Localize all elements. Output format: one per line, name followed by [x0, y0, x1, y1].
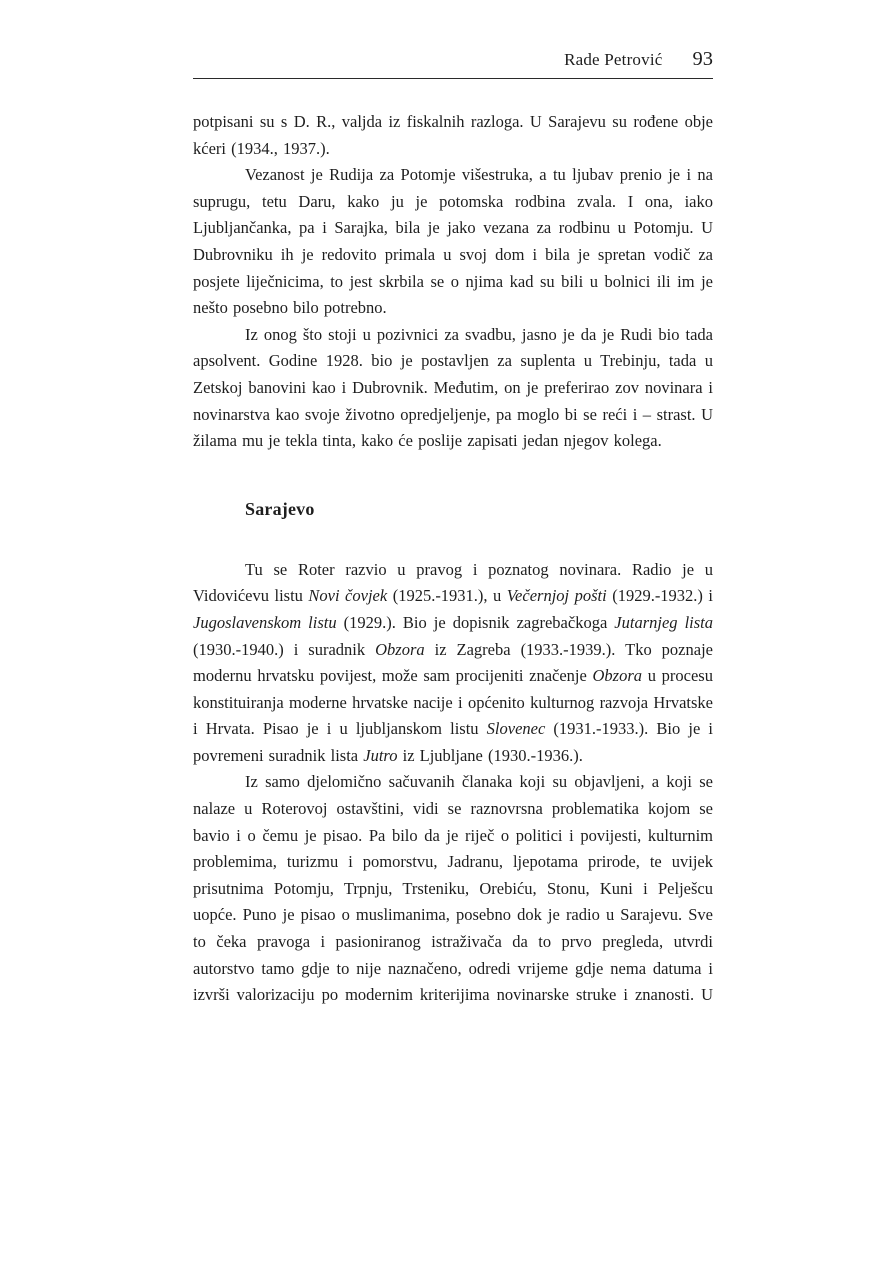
section-heading: Sarajevo	[245, 498, 315, 519]
paragraph	[193, 322, 713, 455]
page-body	[193, 79, 713, 1009]
text-run: Tu se Roter razvio u pravog i poznatog novinara. Radio je u Vidovićevu listu	[193, 559, 713, 606]
paragraph	[193, 557, 713, 770]
text-run: (1931.-1933.). Bio je i povremeni suradnik lista	[193, 719, 713, 765]
text-run: (1925.-1931.), u	[387, 586, 507, 606]
text-run: (1930.-1940.) i suradnik	[193, 639, 376, 659]
content-block	[193, 48, 713, 1009]
page-number: 93	[692, 48, 713, 70]
italic-text-run: Večernjoj pošti	[506, 586, 607, 606]
text-run: iz Ljubljane (1930.-1936.).	[397, 745, 583, 765]
text-run: Iz onog što stoji u pozivnici za svadbu, jasno je da je Rudi bio tada apsolvent. Godine 1928. bio je postavljen za suplenta u Trebinju, tada u Zetskoj banovini kao i Dubrovnik. Međutim, on je preferirao zov novinara i novinarstva kao svoje životno opredjeljenje, pa moglo bi se reći i – strast. U žilama mu je tekla tinta, kako će poslije zapisati jedan njegov kolega.	[193, 324, 713, 451]
text-run: (1929.). Bio je dopisnik zagrebačkoga	[336, 612, 615, 632]
running-header-author: Rade Petrović	[564, 50, 663, 69]
running-header	[193, 48, 713, 79]
italic-text-run: Obzora	[375, 639, 425, 659]
italic-text-run: Novi čovjek	[308, 586, 388, 606]
italic-text-run: Slovenec	[486, 719, 546, 739]
text-run: iz Zagreba (1933.-1939.). Tko poznaje modernu hrvatsku povijest, može sam procijeniti značenje	[193, 639, 713, 686]
text-run: u procesu konstituiranja moderne hrvatske nacije i općenito kulturnog razvoja Hrvatske i Hrvata. Pisao je i u ljubljanskom listu	[193, 666, 713, 739]
text-run: Vezanost je Rudija za Potomje višestruka, a tu ljubav prenio je i na suprugu, tetu Daru, kako ju je potomska rodbina zvala. I ona, iako Ljubljančanka, pa i Sarajka, bila je jako vezana za rodbinu u Potomju. U Dubrovniku ih je redovito primala u svoj dom i bila je spretan vodič za posjete liječnicima, to jest skrbila se o njima kad su bili u bolnici ili im je nešto posebno bilo potrebno.	[193, 165, 713, 318]
paragraph	[193, 769, 713, 1008]
paragraph	[193, 162, 713, 322]
text-run: potpisani su s D. R., valjda iz fiskalnih razloga. U Sarajevu su rođene obje kćeri (1934., 1937.).	[193, 112, 713, 158]
italic-text-run: Jutro	[363, 745, 398, 765]
italic-text-run: Jutarnjeg lista	[614, 612, 713, 632]
paragraph	[193, 109, 713, 162]
text-run: Iz samo djelomično sačuvanih članaka koji su objavljeni, a koji se nalaze u Roterovoj ostavštini, vidi se raznovrsna problematika kojom se bavio i o čemu je pisao. Pa bilo da je riječ o politici i povijesti, kulturnim problemima, turizmu i pomorstvu, Jadranu, ljepotama prirode, te uvijek prisutnima Potomju, Trpnju, Trsteniku, Orebiću, Stonu, Kuni i Pelješcu uopće. Puno je pisao o muslimanima, posebno dok je radio u Sarajevu. Sve to čeka pravoga i pasioniranog istraživača da to prvo pregleda, utvrdi autorstvo tamo gdje to nije naznačeno, odredi vrijeme gdje nema datuma i izvrši valorizaciju po modernim kriterijima novinarske struke i znanosti. U	[193, 772, 713, 1005]
italic-text-run: Jugoslavenskom listu	[193, 612, 337, 632]
italic-text-run: Obzora	[592, 666, 643, 686]
text-run: (1929.-1932.) i	[606, 586, 714, 606]
